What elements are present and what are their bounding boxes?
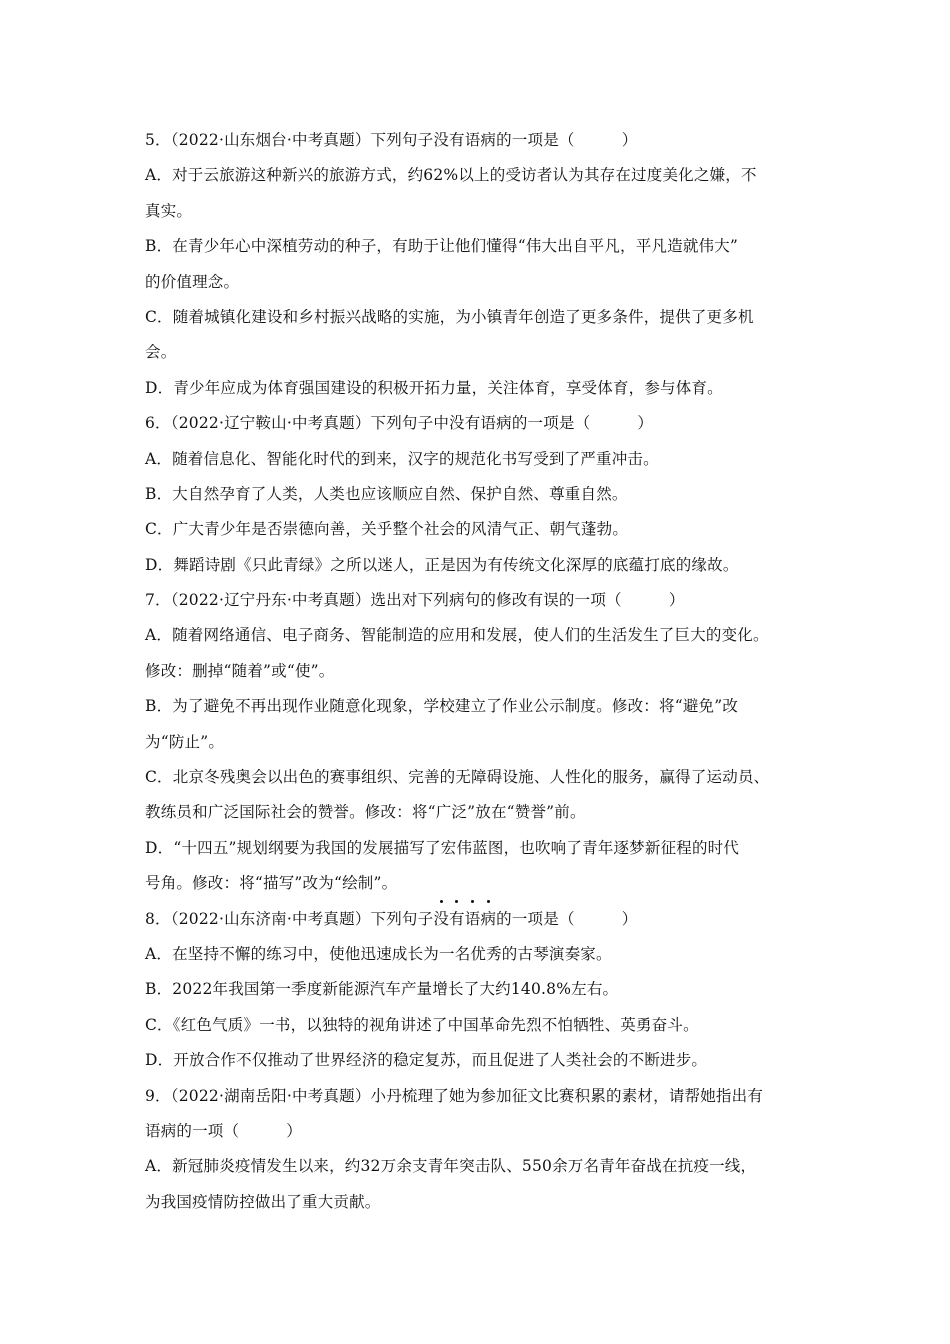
question-7-option-a: A．随着网络通信、电子商务、智能制造的应用和发展，使人们的生活发生了巨大的变化。 [145,626,769,645]
emphasis-char-2: 有 [449,902,465,937]
question-6-option-b: B．大自然孕育了人类，人类也应该顺应自然、保护自然、尊重自然。 [145,484,628,503]
question-7-option-b: B．为了避免不再出现作业随意化现象，学校建立了作业公示制度。修改：将“避免”改 [145,697,739,716]
question-9-option-a-cont: 为我国疫情防控做出了重大贡献。 [145,1192,381,1211]
question-8-option-a: A．在坚持不懈的练习中，使他迅速成长为一名优秀的古琴演奏家。 [145,944,612,963]
question-9-option-a: A．新冠肺炎疫情发生以来，约32万余支青年突击队、550余万名青年奋战在抗疫一线， [145,1157,757,1176]
question-list [145,123,810,1220]
question-5-option-b-cont: 的价值理念。 [145,272,240,291]
question-7-option-a-cont: 修改：删掉“随着”或“使”。 [145,661,335,680]
question-6-option-c: C．广大青少年是否崇德向善，关乎整个社会的风清气正、朝气蓬勃。 [145,520,629,539]
question-5-option-a-cont: 真实。 [145,201,193,220]
emphasis-char-4: 病 [480,902,496,937]
emphasis-char-3: 语 [465,902,481,937]
question-8-stem-suffix: 的一项是（ ） [496,909,638,928]
question-9-stem: 9．（2022·湖南岳阳·中考真题）小丹梳理了她为参加征文比赛积累的素材，请帮她指出有 [145,1086,764,1105]
question-5-option-c-cont: 会。 [145,343,177,362]
question-7-stem: 7．（2022·辽宁丹东·中考真题）选出对下列病句的修改有误的一项（ ） [145,591,685,610]
question-6-stem: 6．（2022·辽宁鞍山·中考真题）下列句子中没有语病的一项是（ ） [145,414,654,433]
question-9-stem-cont: 语病的一项（ ） [145,1121,303,1140]
question-8-option-b: B．2022年我国第一季度新能源汽车产量增长了大约140.8%左右。 [145,980,619,999]
emphasis-char-1: 没 [433,902,449,937]
question-7-option-b-cont: 为“防止”。 [145,732,225,751]
question-8-stem [145,902,810,937]
question-5-stem: 5．（2022·山东烟台·中考真题）下列句子没有语病的一项是（ ） [145,131,638,149]
question-5-option-a: A．对于云旅游这种新兴的旅游方式，约62%以上的受访者认为其存在过度美化之嫌，不 [145,166,757,185]
question-6-option-a: A．随着信息化、智能化时代的到来，汉字的规范化书写受到了严重冲击。 [145,449,659,468]
question-7-option-d: D．“十四五”规划纲要为我国的发展描写了宏伟蓝图，也吹响了青年逐梦新征程的时代 [145,838,740,857]
question-7-option-c: C．北京冬残奥会以出色的赛事组织、完善的无障碍设施、人性化的服务，赢得了运动员、 [145,768,770,787]
question-5-option-b: B．在青少年心中深植劳动的种子，有助于让他们懂得“伟大出自平凡，平凡造就伟大” [145,237,739,256]
question-8-stem-prefix: 8．（2022·山东济南·中考真题）下列句子 [145,909,434,928]
question-8-option-c: C．《红色气质》一书，以独特的视角讲述了中国革命先烈不怕牺牲、英勇奋斗。 [145,1015,699,1034]
question-7-option-c-cont: 教练员和广泛国际社会的赞誉。修改：将“广泛”放在“赞誉”前。 [145,803,586,822]
question-7-option-d-cont: 号角。修改：将“描写”改为“绘制”。 [145,874,398,893]
question-5-option-d: D．青少年应成为体育强国建设的积极开拓力量，关注体育，享受体育，参与体育。 [145,378,723,397]
question-6-option-d: D．舞蹈诗剧《只此青绿》之所以迷人，正是因为有传统文化深厚的底蕴打底的缘故。 [145,555,739,574]
question-8-option-d: D．开放合作不仅推动了世界经济的稳定复苏，而且促进了人类社会的不断进步。 [145,1051,708,1070]
question-5-option-c: C．随着城镇化建设和乡村振兴战略的实施，为小镇青年创造了更多条件，提供了更多机 [145,307,754,326]
